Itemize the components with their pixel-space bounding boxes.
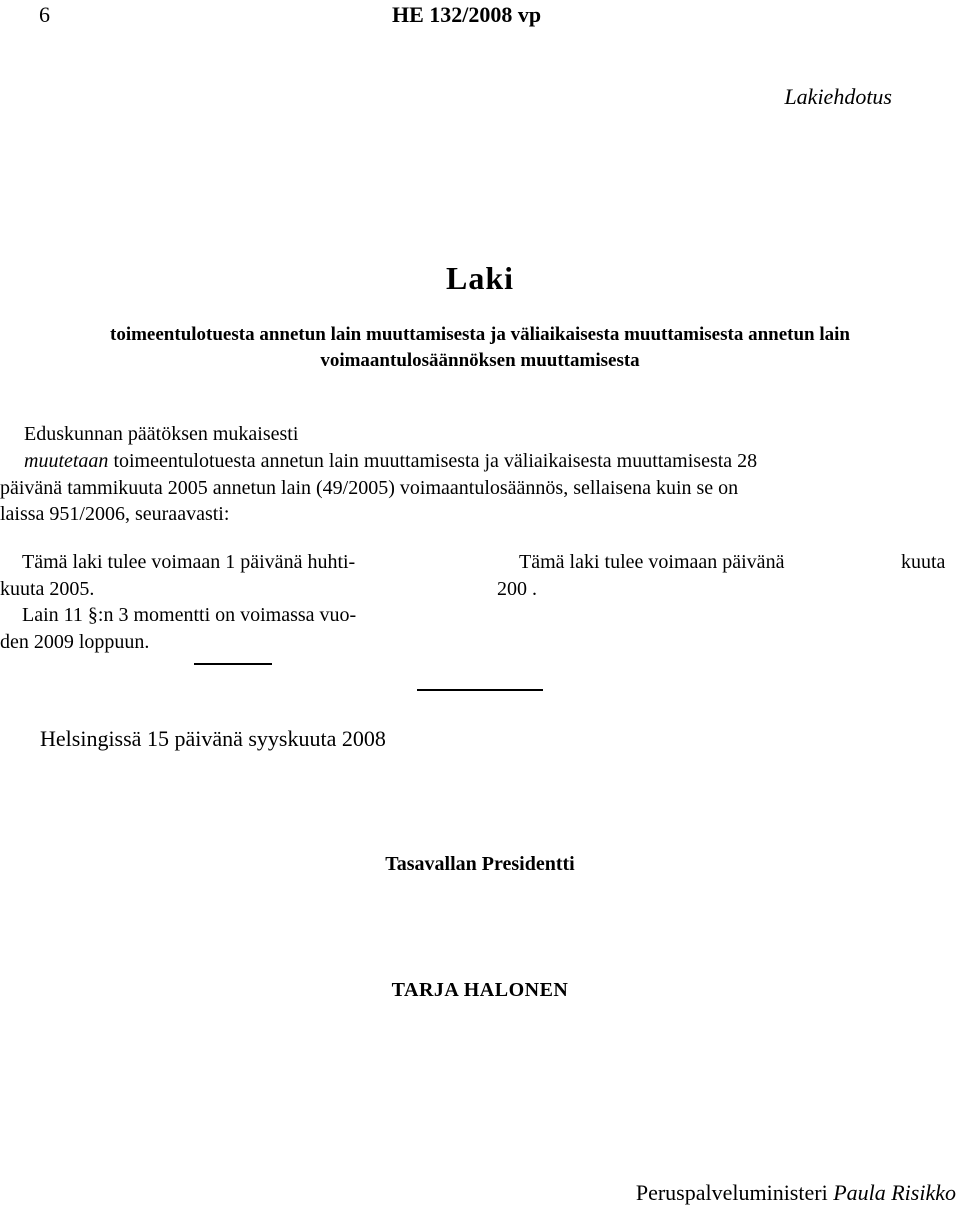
president-name: TARJA HALONEN bbox=[391, 979, 569, 1001]
preamble-line-3: päivänä tammikuuta 2005 annetun lain (49/2005) voimaantulosäännös, sellaisena kuin se on bbox=[0, 477, 739, 499]
left-column-line-2: kuuta 2005. bbox=[0, 578, 95, 600]
place-and-date: Helsingissä 15 päivänä syyskuuta 2008 bbox=[40, 726, 386, 751]
right-column-line-1: Tämä laki tulee voimaan päivänä bbox=[519, 551, 785, 573]
president-title: Tasavallan Presidentti bbox=[385, 853, 575, 875]
minister-name: Paula Risikko bbox=[833, 1180, 956, 1205]
preamble-verb: muutetaan bbox=[24, 450, 109, 472]
law-subtitle-line-2: voimaantulosäännöksen muuttamisesta bbox=[320, 350, 640, 371]
left-column-line-4: den 2009 loppuun. bbox=[0, 631, 150, 653]
right-column-line-1-end: kuuta bbox=[901, 551, 946, 573]
right-section-divider bbox=[417, 689, 543, 691]
minister-title: Peruspalveluministeri bbox=[635, 1180, 828, 1205]
preamble-line-2-text: toimeentulotuesta annetun lain muuttamisesta ja väliaikaisesta muuttamisesta 28 bbox=[108, 450, 758, 472]
page-number: 6 bbox=[39, 2, 50, 27]
preamble-line-1: Eduskunnan päätöksen mukaisesti bbox=[24, 423, 299, 445]
preamble-line-4: laissa 951/2006, seuraavasti: bbox=[0, 503, 230, 525]
minister-signature bbox=[636, 1180, 956, 1206]
document-id: HE 132/2008 vp bbox=[392, 2, 542, 27]
right-column-line-2: 200 . bbox=[497, 578, 537, 600]
law-subtitle-line-1: toimeentulotuesta annetun lain muuttamisesta ja väliaikaisesta muuttamisesta annetun lain bbox=[110, 324, 850, 345]
law-heading: Laki bbox=[445, 260, 515, 296]
left-section-divider bbox=[194, 663, 272, 665]
proposal-label: Lakiehdotus bbox=[784, 84, 892, 109]
left-column-line-1: Tämä laki tulee voimaan 1 päivänä huhti- bbox=[22, 551, 356, 573]
preamble-line-2 bbox=[24, 450, 757, 473]
left-column-line-3: Lain 11 §:n 3 momentti on voimassa vuo- bbox=[22, 604, 357, 626]
